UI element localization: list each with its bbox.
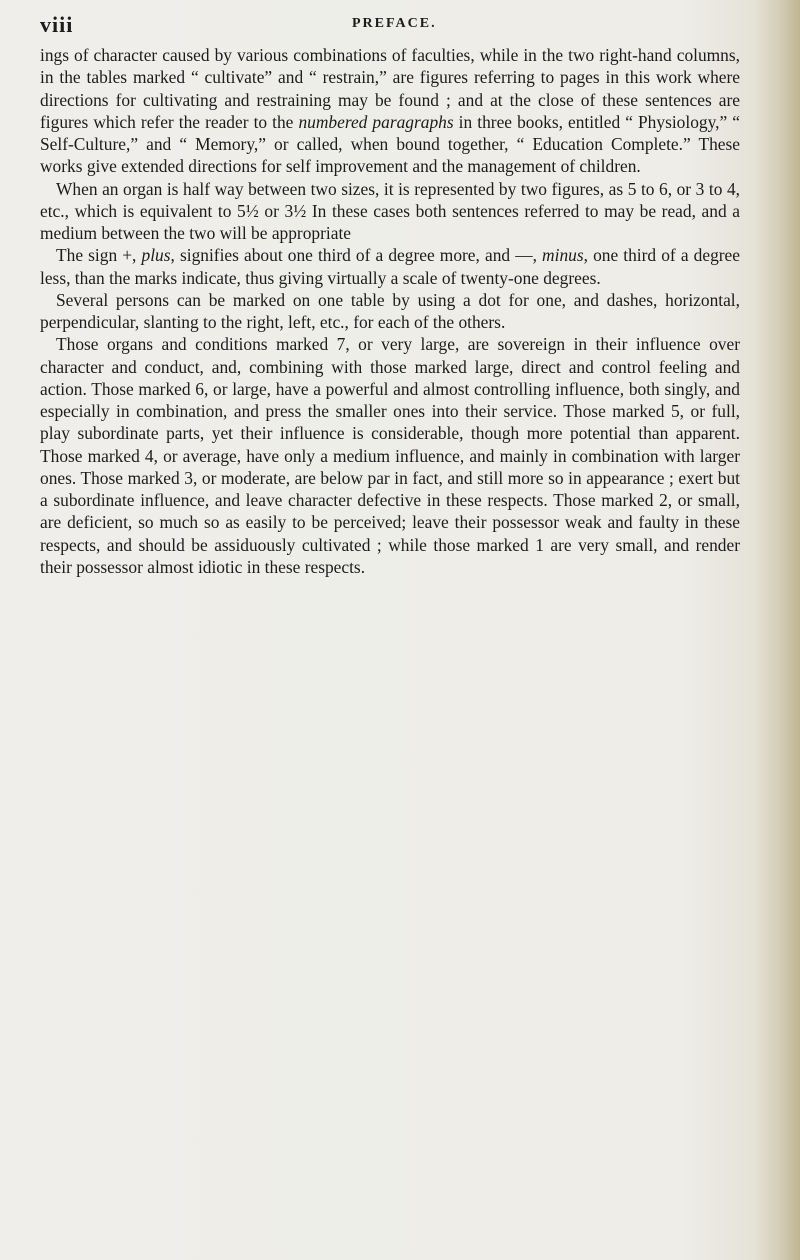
- text-segment: , one third of a degree less, than the marks indicate, thus giving virtually a scale of twenty-one degrees.: [40, 245, 740, 288]
- paragraph: [40, 289, 740, 334]
- page-header: [40, 12, 720, 42]
- text-segment: , signifies about one third of a degree more, and —,: [170, 245, 543, 266]
- text-segment: ings of character caused by various combinations of faculties, while in the two right-hand columns, in the tables marked “ cultivate” and “ restrain,” are figures referring to pages in this work where directions for cultivating and restraining may be found ; and at the close of these sentences are figures which refer the reader to the: [40, 45, 740, 132]
- body-text: [40, 44, 740, 578]
- text-segment: Several persons can be marked on one table by using a dot for one, and dashes, horizontal, perpendicular, slanting to the right, left, etc., for each of the others.: [40, 289, 740, 332]
- paragraph: [40, 44, 740, 178]
- page-edge-shadow: [754, 0, 800, 1260]
- italic-text: minus: [542, 245, 584, 266]
- text-segment: in three books, entitled “ Physiology,” “ Self-Culture,” and “ Memory,” or called, when bound together, “ Education Complete.” These works give extended directions for self improvement and the management of children.: [40, 111, 740, 177]
- paragraph: [40, 333, 740, 578]
- paragraph: [40, 244, 740, 289]
- text-segment: Those organs and conditions marked 7, or very large, are sovereign in their influence over character and conduct, and, combining with those marked large, direct and control feeling and action. Those marked 6, or large, have a powerful and almost controlling influence, both singly, and especially in combination, and press the smaller ones into their service. Those marked 5, or full, play subordinate parts, yet their influence is considerable, though more potential than apparent. Those marked 4, or average, have only a medium influence, and mainly in combination with larger ones. Those marked 3, or moderate, are below par in fact, and still more so in appearance ; exert but a subordinate influence, and leave character defective in these respects. Those marked 2, or small, are deficient, so much so as easily to be perceived; leave their possessor weak and faulty in these respects, and should be assiduously cultivated ; while those marked 1 are very small, and render their possessor almost idiotic in these respects.: [40, 334, 740, 577]
- paragraph: [40, 178, 740, 245]
- italic-text: plus: [141, 245, 171, 266]
- text-segment: When an organ is half way between two sizes, it is represented by two figures, as 5 to 6, or 3 to 4, etc., which is equivalent to 5½ or 3½ In these cases both sentences referred to may be read, and a medium between the two will be appropriate: [40, 178, 740, 243]
- text-segment: The sign +,: [56, 245, 142, 266]
- italic-text: numbered paragraphs: [298, 111, 454, 132]
- running-head: PREFACE.: [352, 16, 437, 31]
- page-number: viii: [40, 12, 74, 37]
